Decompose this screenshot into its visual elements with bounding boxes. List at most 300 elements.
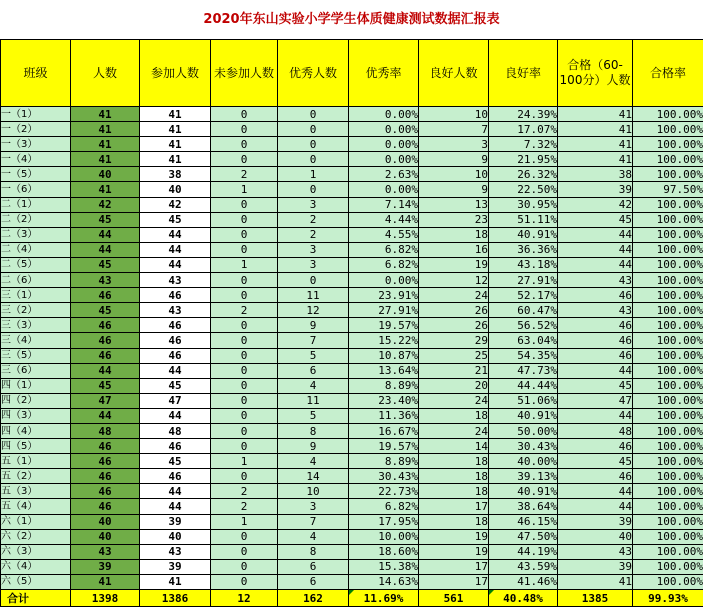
table-cell[interactable]: 100.00% (633, 378, 703, 393)
table-cell[interactable]: 100.00% (633, 273, 703, 288)
table-cell[interactable]: 12 (419, 273, 489, 288)
table-cell[interactable]: 11 (278, 288, 349, 303)
table-cell[interactable]: 六（3） (1, 544, 71, 559)
table-cell[interactable]: 12 (278, 303, 349, 318)
table-cell[interactable]: 41 (558, 574, 633, 589)
table-cell[interactable]: 3 (419, 137, 489, 152)
total-cell[interactable]: 1385 (558, 590, 633, 607)
table-cell[interactable]: 三（6） (1, 363, 71, 378)
table-cell[interactable]: 39 (71, 559, 140, 574)
table-cell[interactable]: 100.00% (633, 484, 703, 499)
table-cell[interactable]: 二（6） (1, 273, 71, 288)
table-cell[interactable]: 0.00% (349, 107, 419, 122)
table-cell[interactable]: 0 (278, 137, 349, 152)
table-cell[interactable]: 46 (71, 454, 140, 469)
table-cell[interactable]: 13 (419, 197, 489, 212)
table-cell[interactable]: 0 (211, 469, 278, 484)
table-cell[interactable]: 四（3） (1, 408, 71, 423)
table-cell[interactable]: 7.32% (489, 137, 558, 152)
table-cell[interactable]: 4.44% (349, 212, 419, 227)
table-cell[interactable]: 40.91% (489, 227, 558, 242)
table-cell[interactable]: 43 (558, 273, 633, 288)
table-cell[interactable]: 2 (211, 167, 278, 182)
table-cell[interactable]: 46 (558, 333, 633, 348)
table-cell[interactable]: 4 (278, 529, 349, 544)
table-cell[interactable]: 0 (211, 197, 278, 212)
table-cell[interactable]: 43.18% (489, 257, 558, 272)
table-cell[interactable]: 9 (419, 152, 489, 167)
table-cell[interactable]: 7.14% (349, 197, 419, 212)
table-cell[interactable]: 41 (558, 122, 633, 137)
table-cell[interactable]: 100.00% (633, 318, 703, 333)
table-cell[interactable]: 48 (71, 423, 140, 438)
table-cell[interactable]: 5 (278, 348, 349, 363)
table-cell[interactable]: 52.17% (489, 288, 558, 303)
table-cell[interactable]: 100.00% (633, 499, 703, 514)
table-cell[interactable]: 3 (278, 197, 349, 212)
table-cell[interactable]: 一（4） (1, 152, 71, 167)
table-cell[interactable]: 36.36% (489, 242, 558, 257)
table-cell[interactable]: 48 (140, 423, 211, 438)
table-cell[interactable]: 6.82% (349, 257, 419, 272)
table-cell[interactable]: 46 (71, 439, 140, 454)
header-cell[interactable]: 未参加人数 (211, 40, 278, 107)
table-cell[interactable]: 41 (71, 122, 140, 137)
table-cell[interactable]: 7 (278, 333, 349, 348)
table-cell[interactable]: 一（1） (1, 107, 71, 122)
table-cell[interactable]: 四（4） (1, 423, 71, 438)
table-cell[interactable]: 1 (211, 257, 278, 272)
table-cell[interactable]: 100.00% (633, 454, 703, 469)
total-cell[interactable]: 1398 (71, 590, 140, 607)
table-cell[interactable]: 44 (558, 499, 633, 514)
table-cell[interactable]: 46 (71, 333, 140, 348)
table-cell[interactable]: 46 (71, 318, 140, 333)
table-cell[interactable]: 47 (558, 393, 633, 408)
table-cell[interactable]: 44.19% (489, 544, 558, 559)
table-cell[interactable]: 17 (419, 559, 489, 574)
table-cell[interactable]: 0 (211, 288, 278, 303)
table-cell[interactable]: 41 (140, 137, 211, 152)
table-cell[interactable]: 15.38% (349, 559, 419, 574)
table-cell[interactable]: 100.00% (633, 288, 703, 303)
table-cell[interactable]: 40.91% (489, 408, 558, 423)
table-cell[interactable]: 0 (211, 137, 278, 152)
table-cell[interactable]: 4 (278, 454, 349, 469)
table-cell[interactable]: 46 (140, 439, 211, 454)
table-cell[interactable]: 100.00% (633, 107, 703, 122)
table-cell[interactable]: 0 (211, 408, 278, 423)
table-cell[interactable]: 45 (71, 378, 140, 393)
table-cell[interactable]: 44 (140, 499, 211, 514)
table-cell[interactable]: 4 (278, 378, 349, 393)
header-cell[interactable]: 合格率 (633, 40, 703, 107)
table-cell[interactable]: 44 (558, 242, 633, 257)
total-cell[interactable]: 1386 (140, 590, 211, 607)
table-cell[interactable]: 一（3） (1, 137, 71, 152)
table-cell[interactable]: 46.15% (489, 514, 558, 529)
total-cell[interactable]: 162 (278, 590, 349, 607)
table-cell[interactable]: 51.06% (489, 393, 558, 408)
table-cell[interactable]: 41.46% (489, 574, 558, 589)
table-cell[interactable]: 43 (140, 273, 211, 288)
table-cell[interactable]: 8.89% (349, 454, 419, 469)
table-cell[interactable]: 三（2） (1, 303, 71, 318)
table-cell[interactable]: 18 (419, 454, 489, 469)
table-cell[interactable]: 10 (419, 167, 489, 182)
table-cell[interactable]: 97.50% (633, 182, 703, 197)
table-cell[interactable]: 四（1） (1, 378, 71, 393)
table-cell[interactable]: 45 (140, 454, 211, 469)
table-cell[interactable]: 三（5） (1, 348, 71, 363)
table-cell[interactable]: 100.00% (633, 137, 703, 152)
table-cell[interactable]: 46 (71, 469, 140, 484)
table-cell[interactable]: 0 (211, 273, 278, 288)
table-cell[interactable]: 100.00% (633, 393, 703, 408)
table-cell[interactable]: 二（1） (1, 197, 71, 212)
table-cell[interactable]: 45 (71, 303, 140, 318)
table-cell[interactable]: 100.00% (633, 544, 703, 559)
table-cell[interactable]: 43 (71, 544, 140, 559)
table-cell[interactable]: 21.95% (489, 152, 558, 167)
table-cell[interactable]: 100.00% (633, 197, 703, 212)
table-cell[interactable]: 10 (419, 107, 489, 122)
table-cell[interactable]: 2 (278, 212, 349, 227)
table-cell[interactable]: 40 (71, 514, 140, 529)
table-cell[interactable]: 0.00% (349, 122, 419, 137)
header-cell[interactable]: 良好人数 (419, 40, 489, 107)
table-cell[interactable]: 18 (419, 484, 489, 499)
table-cell[interactable]: 100.00% (633, 257, 703, 272)
table-cell[interactable]: 18 (419, 408, 489, 423)
table-cell[interactable]: 7 (278, 514, 349, 529)
total-cell[interactable]: 11.69% (349, 590, 419, 607)
table-cell[interactable]: 38 (140, 167, 211, 182)
table-cell[interactable]: 29 (419, 333, 489, 348)
header-cell[interactable]: 良好率 (489, 40, 558, 107)
table-cell[interactable]: 0 (278, 273, 349, 288)
table-cell[interactable]: 2.63% (349, 167, 419, 182)
header-cell[interactable]: 参加人数 (140, 40, 211, 107)
table-cell[interactable]: 19 (419, 257, 489, 272)
table-cell[interactable]: 42 (558, 197, 633, 212)
table-cell[interactable]: 14 (419, 439, 489, 454)
table-cell[interactable]: 40.91% (489, 484, 558, 499)
table-cell[interactable]: 19 (419, 529, 489, 544)
table-cell[interactable]: 45 (558, 212, 633, 227)
table-cell[interactable]: 13.64% (349, 363, 419, 378)
table-cell[interactable]: 23.91% (349, 288, 419, 303)
table-cell[interactable]: 41 (558, 137, 633, 152)
table-cell[interactable]: 五（1） (1, 454, 71, 469)
table-cell[interactable]: 19 (419, 544, 489, 559)
table-cell[interactable]: 41 (71, 137, 140, 152)
table-cell[interactable]: 39.13% (489, 469, 558, 484)
table-cell[interactable]: 一（5） (1, 167, 71, 182)
table-cell[interactable]: 16 (419, 242, 489, 257)
table-cell[interactable]: 30.95% (489, 197, 558, 212)
table-cell[interactable]: 27.91% (349, 303, 419, 318)
table-cell[interactable]: 8 (278, 423, 349, 438)
table-cell[interactable]: 四（5） (1, 439, 71, 454)
table-cell[interactable]: 26 (419, 318, 489, 333)
table-cell[interactable]: 41 (71, 182, 140, 197)
table-cell[interactable]: 1 (211, 182, 278, 197)
table-cell[interactable]: 100.00% (633, 242, 703, 257)
table-cell[interactable]: 0.00% (349, 273, 419, 288)
table-cell[interactable]: 二（3） (1, 227, 71, 242)
table-cell[interactable]: 44 (140, 242, 211, 257)
table-cell[interactable]: 100.00% (633, 303, 703, 318)
table-cell[interactable]: 二（5） (1, 257, 71, 272)
total-cell[interactable]: 40.48% (489, 590, 558, 607)
table-cell[interactable]: 0 (211, 333, 278, 348)
table-cell[interactable]: 42 (71, 197, 140, 212)
table-cell[interactable]: 23.40% (349, 393, 419, 408)
table-cell[interactable]: 40 (558, 529, 633, 544)
table-cell[interactable]: 46 (140, 348, 211, 363)
table-cell[interactable]: 44 (140, 363, 211, 378)
table-cell[interactable]: 9 (278, 318, 349, 333)
table-cell[interactable]: 45 (558, 454, 633, 469)
total-cell[interactable]: 99.93% (633, 590, 703, 607)
table-cell[interactable]: 40 (71, 167, 140, 182)
table-cell[interactable]: 46 (71, 288, 140, 303)
table-cell[interactable]: 45 (71, 257, 140, 272)
table-cell[interactable]: 9 (278, 439, 349, 454)
table-cell[interactable]: 100.00% (633, 333, 703, 348)
table-cell[interactable]: 44 (558, 484, 633, 499)
table-cell[interactable]: 1 (278, 167, 349, 182)
table-cell[interactable]: 4.55% (349, 227, 419, 242)
table-cell[interactable]: 18 (419, 514, 489, 529)
table-cell[interactable]: 39 (140, 559, 211, 574)
table-cell[interactable]: 45 (140, 212, 211, 227)
table-cell[interactable]: 2 (278, 227, 349, 242)
table-cell[interactable]: 六（2） (1, 529, 71, 544)
table-cell[interactable]: 24 (419, 423, 489, 438)
table-cell[interactable]: 24.39% (489, 107, 558, 122)
table-cell[interactable]: 100.00% (633, 423, 703, 438)
table-cell[interactable]: 100.00% (633, 439, 703, 454)
table-cell[interactable]: 17.95% (349, 514, 419, 529)
table-cell[interactable]: 五（2） (1, 469, 71, 484)
table-cell[interactable]: 6 (278, 574, 349, 589)
table-cell[interactable]: 44 (71, 227, 140, 242)
table-cell[interactable]: 24 (419, 288, 489, 303)
table-cell[interactable]: 0 (211, 107, 278, 122)
table-cell[interactable]: 0 (211, 363, 278, 378)
table-cell[interactable]: 43 (558, 544, 633, 559)
table-cell[interactable]: 39 (140, 514, 211, 529)
table-cell[interactable]: 40 (140, 529, 211, 544)
table-cell[interactable]: 60.47% (489, 303, 558, 318)
table-cell[interactable]: 9 (419, 182, 489, 197)
table-cell[interactable]: 0 (278, 152, 349, 167)
table-cell[interactable]: 43.59% (489, 559, 558, 574)
table-cell[interactable]: 43 (140, 303, 211, 318)
table-cell[interactable]: 43 (558, 303, 633, 318)
table-cell[interactable]: 56.52% (489, 318, 558, 333)
table-cell[interactable]: 一（6） (1, 182, 71, 197)
table-cell[interactable]: 41 (558, 152, 633, 167)
table-cell[interactable]: 四（2） (1, 393, 71, 408)
table-cell[interactable]: 2 (211, 484, 278, 499)
table-cell[interactable]: 40 (71, 529, 140, 544)
table-cell[interactable]: 21 (419, 363, 489, 378)
table-cell[interactable]: 三（3） (1, 318, 71, 333)
table-cell[interactable]: 3 (278, 257, 349, 272)
table-cell[interactable]: 五（4） (1, 499, 71, 514)
table-cell[interactable]: 10 (278, 484, 349, 499)
table-cell[interactable]: 46 (558, 469, 633, 484)
table-cell[interactable]: 47.73% (489, 363, 558, 378)
table-cell[interactable]: 44.44% (489, 378, 558, 393)
table-cell[interactable]: 16.67% (349, 423, 419, 438)
table-cell[interactable]: 5 (278, 408, 349, 423)
table-cell[interactable]: 18.60% (349, 544, 419, 559)
table-cell[interactable]: 6.82% (349, 499, 419, 514)
table-cell[interactable]: 45 (140, 378, 211, 393)
table-cell[interactable]: 0 (278, 182, 349, 197)
header-cell[interactable]: 合格（60-100分）人数 (558, 40, 633, 107)
table-cell[interactable]: 41 (140, 574, 211, 589)
header-cell[interactable]: 班级 (1, 40, 71, 107)
table-cell[interactable]: 2 (211, 303, 278, 318)
table-cell[interactable]: 46 (558, 318, 633, 333)
table-cell[interactable]: 23 (419, 212, 489, 227)
table-cell[interactable]: 100.00% (633, 122, 703, 137)
table-cell[interactable]: 25 (419, 348, 489, 363)
table-cell[interactable]: 17 (419, 499, 489, 514)
table-cell[interactable]: 0 (278, 122, 349, 137)
table-cell[interactable]: 41 (71, 574, 140, 589)
table-cell[interactable]: 6.82% (349, 242, 419, 257)
table-cell[interactable]: 46 (558, 288, 633, 303)
table-cell[interactable]: 0.00% (349, 137, 419, 152)
table-cell[interactable]: 100.00% (633, 529, 703, 544)
table-cell[interactable]: 44 (140, 227, 211, 242)
table-cell[interactable]: 100.00% (633, 574, 703, 589)
table-cell[interactable]: 11.36% (349, 408, 419, 423)
table-cell[interactable]: 10.87% (349, 348, 419, 363)
table-cell[interactable]: 0 (211, 423, 278, 438)
table-cell[interactable]: 44 (71, 408, 140, 423)
table-cell[interactable]: 二（2） (1, 212, 71, 227)
table-cell[interactable]: 42 (140, 197, 211, 212)
table-cell[interactable]: 41 (558, 107, 633, 122)
table-cell[interactable]: 46 (71, 484, 140, 499)
table-cell[interactable]: 1 (211, 514, 278, 529)
table-cell[interactable]: 46 (140, 333, 211, 348)
table-cell[interactable]: 44 (558, 363, 633, 378)
header-cell[interactable]: 优秀人数 (278, 40, 349, 107)
table-cell[interactable]: 六（1） (1, 514, 71, 529)
table-cell[interactable]: 1 (211, 454, 278, 469)
table-cell[interactable]: 8.89% (349, 378, 419, 393)
table-cell[interactable]: 41 (140, 107, 211, 122)
table-cell[interactable]: 43 (71, 273, 140, 288)
table-cell[interactable]: 18 (419, 227, 489, 242)
table-cell[interactable]: 46 (140, 469, 211, 484)
table-cell[interactable]: 17 (419, 574, 489, 589)
total-cell[interactable]: 561 (419, 590, 489, 607)
table-cell[interactable]: 47.50% (489, 529, 558, 544)
table-cell[interactable]: 46 (140, 318, 211, 333)
table-cell[interactable]: 0 (211, 318, 278, 333)
table-cell[interactable]: 三（4） (1, 333, 71, 348)
table-cell[interactable]: 2 (211, 499, 278, 514)
table-cell[interactable]: 44 (140, 484, 211, 499)
table-cell[interactable]: 51.11% (489, 212, 558, 227)
table-cell[interactable]: 38 (558, 167, 633, 182)
table-cell[interactable]: 63.04% (489, 333, 558, 348)
table-cell[interactable]: 41 (71, 152, 140, 167)
table-cell[interactable]: 50.00% (489, 423, 558, 438)
total-cell[interactable]: 合计 (1, 590, 71, 607)
table-cell[interactable]: 11 (278, 393, 349, 408)
table-cell[interactable]: 38.64% (489, 499, 558, 514)
table-cell[interactable]: 44 (558, 227, 633, 242)
table-cell[interactable]: 100.00% (633, 514, 703, 529)
table-cell[interactable]: 0 (211, 227, 278, 242)
table-cell[interactable]: 30.43% (349, 469, 419, 484)
table-cell[interactable]: 54.35% (489, 348, 558, 363)
table-cell[interactable]: 19.57% (349, 439, 419, 454)
table-cell[interactable]: 0 (211, 242, 278, 257)
table-cell[interactable]: 20 (419, 378, 489, 393)
table-cell[interactable]: 17.07% (489, 122, 558, 137)
table-cell[interactable]: 3 (278, 242, 349, 257)
table-cell[interactable]: 22.73% (349, 484, 419, 499)
table-cell[interactable]: 0 (211, 559, 278, 574)
table-cell[interactable]: 24 (419, 393, 489, 408)
table-cell[interactable]: 40.00% (489, 454, 558, 469)
table-cell[interactable]: 0 (211, 348, 278, 363)
table-cell[interactable]: 30.43% (489, 439, 558, 454)
total-cell[interactable]: 12 (211, 590, 278, 607)
table-cell[interactable]: 14 (278, 469, 349, 484)
table-cell[interactable]: 44 (140, 257, 211, 272)
table-cell[interactable]: 100.00% (633, 212, 703, 227)
table-cell[interactable]: 45 (71, 212, 140, 227)
table-cell[interactable]: 100.00% (633, 469, 703, 484)
table-cell[interactable]: 47 (140, 393, 211, 408)
table-cell[interactable]: 41 (140, 152, 211, 167)
table-cell[interactable]: 44 (71, 242, 140, 257)
table-cell[interactable]: 46 (71, 348, 140, 363)
table-cell[interactable]: 46 (71, 499, 140, 514)
header-cell[interactable]: 人数 (71, 40, 140, 107)
table-cell[interactable]: 8 (278, 544, 349, 559)
table-cell[interactable]: 0 (211, 378, 278, 393)
table-cell[interactable]: 41 (71, 107, 140, 122)
table-cell[interactable]: 100.00% (633, 167, 703, 182)
table-cell[interactable]: 0 (211, 122, 278, 137)
table-cell[interactable]: 44 (140, 408, 211, 423)
table-cell[interactable]: 18 (419, 469, 489, 484)
table-cell[interactable]: 100.00% (633, 559, 703, 574)
table-cell[interactable]: 7 (419, 122, 489, 137)
table-cell[interactable]: 39 (558, 514, 633, 529)
table-cell[interactable]: 0 (211, 212, 278, 227)
table-cell[interactable]: 6 (278, 363, 349, 378)
table-cell[interactable]: 41 (140, 122, 211, 137)
table-cell[interactable]: 六（5） (1, 574, 71, 589)
table-cell[interactable]: 26.32% (489, 167, 558, 182)
table-cell[interactable]: 10.00% (349, 529, 419, 544)
table-cell[interactable]: 46 (140, 288, 211, 303)
